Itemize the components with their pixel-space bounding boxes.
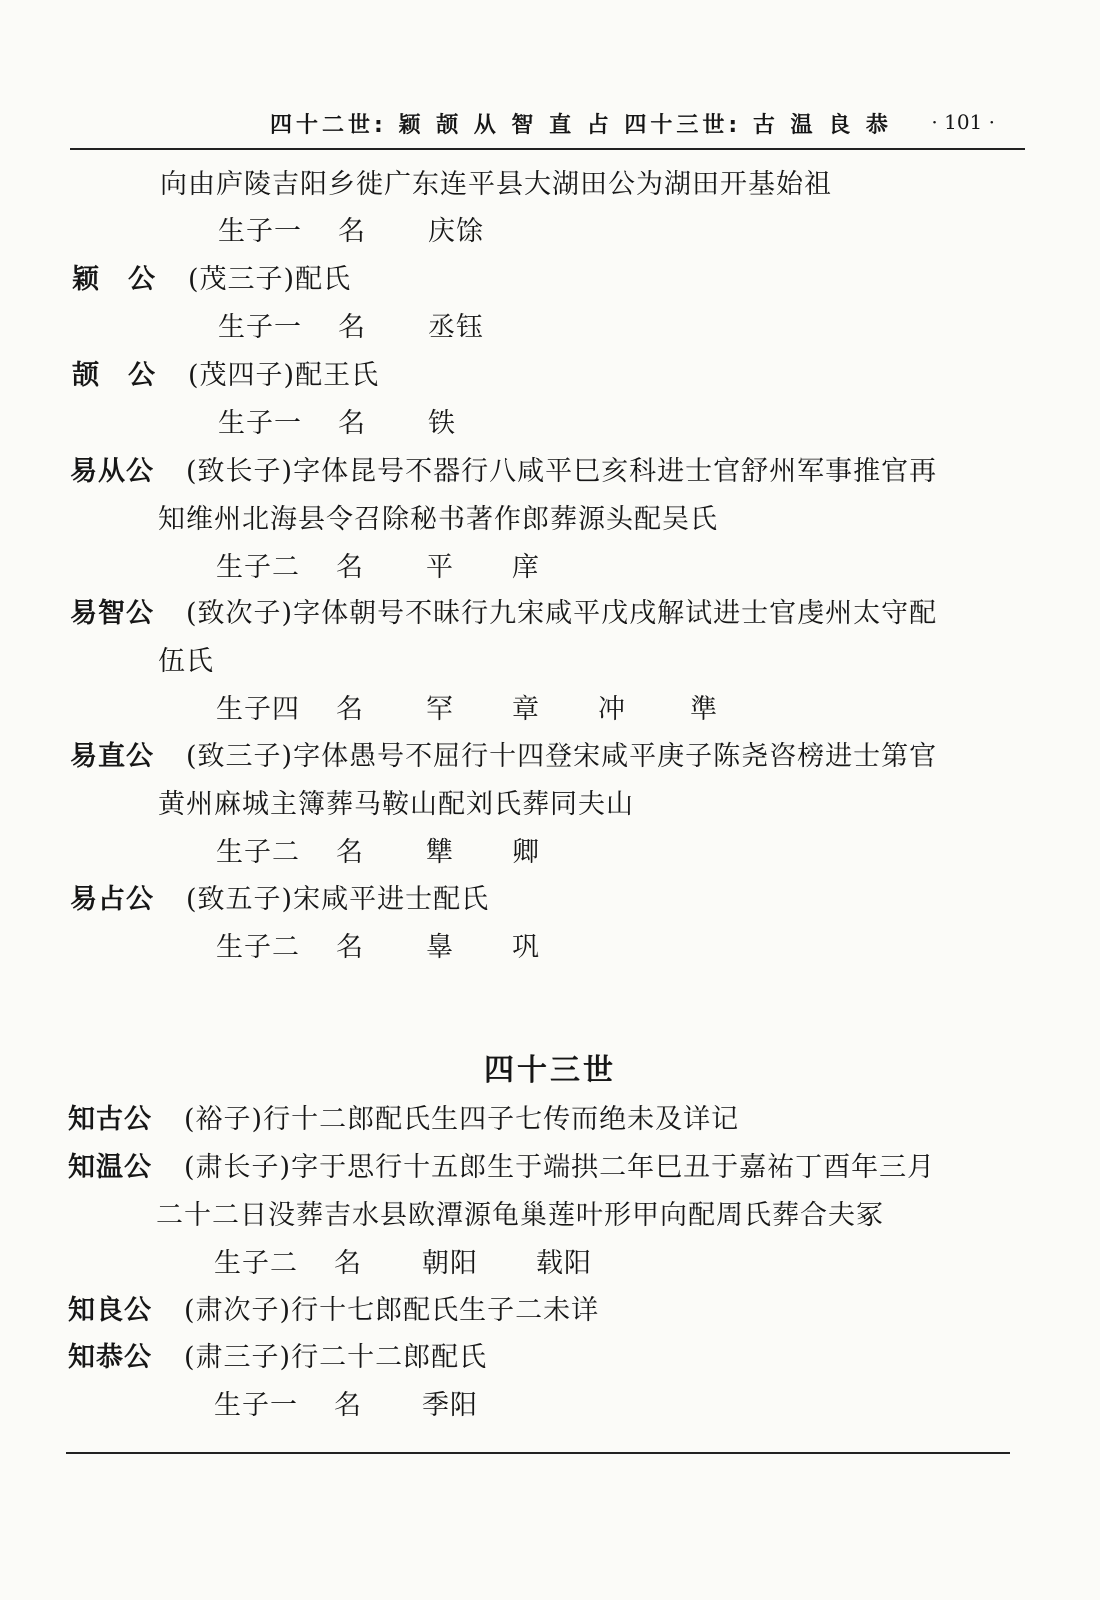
entry-text: 伍氏: [158, 646, 214, 677]
sons-prefix: 生子二: [214, 1248, 298, 1279]
sons-label: 名: [338, 408, 366, 439]
son-name: 平: [426, 552, 454, 583]
son-name: 庠: [512, 552, 540, 583]
son-name: 準: [690, 694, 718, 725]
son-name: 犨: [426, 837, 454, 868]
entry-sons: [216, 836, 916, 870]
sons-prefix: 生子二: [216, 552, 300, 583]
son-name: 章: [512, 694, 540, 725]
entry-name: 知温公: [68, 1152, 152, 1183]
entry-sons: [216, 551, 916, 585]
entry-name: 颖 公: [72, 264, 156, 295]
entry-sons: [214, 1389, 914, 1423]
entry-text: (致三子)字体愚号不屈行十四登宋咸平庚子陈尧咨榜进士第官: [186, 741, 938, 772]
entry-text: (茂三子)配氏: [188, 264, 352, 295]
intro-line: 向由庐陵吉阳乡徙广东连平县大湖田公为湖田开基始祖: [160, 169, 832, 200]
entry-text: 黄州麻城主簿葬马鞍山配刘氏葬同夫山: [158, 789, 634, 820]
entry-name: 易智公: [70, 598, 154, 629]
entry-name: 易直公: [70, 741, 154, 772]
entry-name: 知恭公: [68, 1342, 152, 1373]
sons-label: 名: [336, 552, 364, 583]
entry-text: (茂四子)配王氏: [188, 360, 380, 391]
son-name: 罕: [426, 694, 454, 725]
sons-prefix: 生子四: [216, 694, 300, 725]
entry-text: (肃三子)行二十二郎配氏: [184, 1342, 488, 1373]
son-name: 卿: [512, 837, 540, 868]
sons-prefix: 生子一: [218, 216, 302, 247]
sons-label: 名: [338, 312, 366, 343]
entry-text: 知维州北海县令召除秘书著作郎葬源头配吴氏: [158, 504, 718, 535]
son-name: 朝阳: [422, 1248, 478, 1279]
entry-text: (致次子)字体朝号不昧行九宋咸平戊戌解试进士官虔州太守配: [186, 598, 938, 629]
header-title: 四十二世: 颖 颉 从 智 直 占 四十三世: 古 温 良 恭: [270, 113, 892, 138]
entry-sons: [216, 931, 916, 965]
sons-label: 名: [336, 932, 364, 963]
footer-divider: [66, 1452, 1010, 1454]
entry-name: 易占公: [70, 884, 154, 915]
son-name: 铁: [428, 408, 456, 439]
entry-text: (肃次子)行十七郎配氏生子二未详: [184, 1295, 600, 1326]
sons-label: 名: [338, 216, 366, 247]
sons-label: 名: [334, 1390, 362, 1421]
sons-label: 名: [336, 837, 364, 868]
entry-name: 知良公: [68, 1295, 152, 1326]
section-title: 四十三世: [484, 1053, 616, 1088]
entry-text: (肃长子)字于思行十五郎生于端拱二年巳丑于嘉祐丁酉年三月: [184, 1152, 936, 1183]
son-name: 冲: [598, 694, 626, 725]
sons-prefix: 生子二: [216, 837, 300, 868]
page-number: · 101 ·: [931, 110, 995, 134]
entry-text: 二十二日没葬吉水县欧潭源龟巢莲叶形甲向配周氏葬合夫冢: [156, 1200, 884, 1231]
son-name: 季阳: [422, 1390, 478, 1421]
entry-sons: [218, 311, 918, 345]
entry-name: 易从公: [70, 456, 154, 487]
sons-prefix: 生子一: [214, 1390, 298, 1421]
son-name: 辠: [426, 932, 454, 963]
entry-sons: [216, 693, 916, 727]
son-name: 巩: [512, 932, 540, 963]
sons-prefix: 生子一: [218, 312, 302, 343]
entry-sons: [214, 1247, 914, 1281]
son-name: 庆馀: [428, 216, 484, 247]
entry-sons: [218, 407, 918, 441]
sons-prefix: 生子二: [216, 932, 300, 963]
sons-label: 名: [336, 694, 364, 725]
sons-prefix: 生子一: [218, 408, 302, 439]
sons-label: 名: [334, 1248, 362, 1279]
entry-name: 颉 公: [72, 360, 156, 391]
entry-text: (裕子)行十二郎配氏生四子七传而绝未及详记: [184, 1104, 740, 1135]
entry-text: (致五子)宋咸平进士配氏: [186, 884, 490, 915]
intro-sons: [218, 215, 918, 249]
entry-text: (致长子)字体昆号不器行八咸平巳亥科进士官舒州军事推官再: [186, 456, 938, 487]
son-name: 丞钰: [428, 312, 484, 343]
entry-name: 知古公: [68, 1104, 152, 1135]
son-name: 载阳: [536, 1248, 592, 1279]
